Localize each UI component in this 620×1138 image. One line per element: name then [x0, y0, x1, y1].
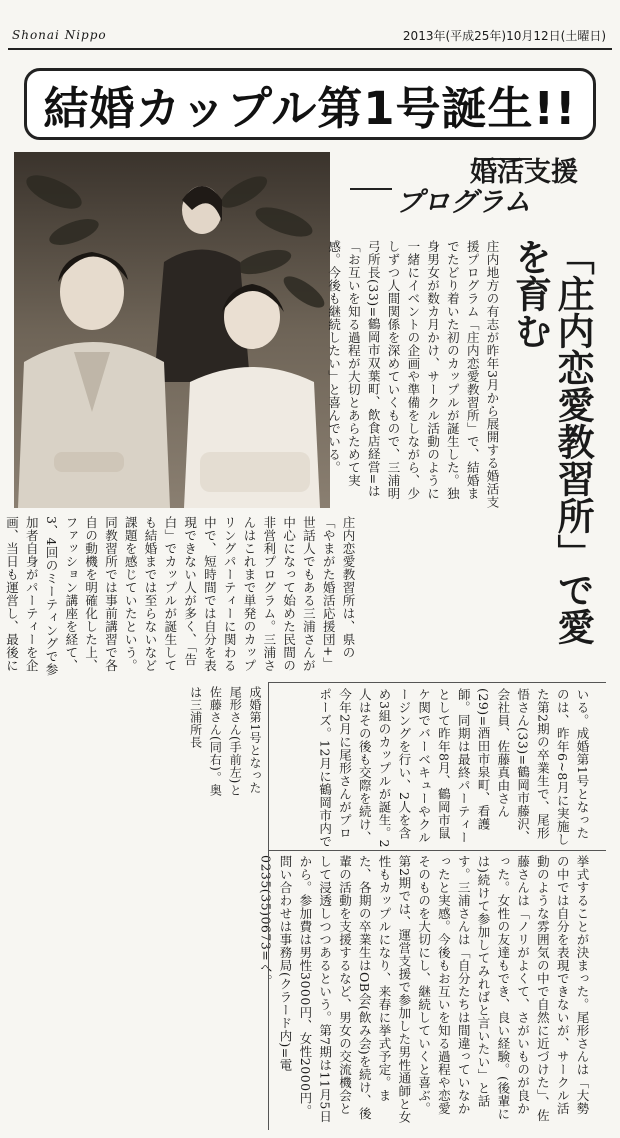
column-rule	[268, 682, 606, 683]
column-rule	[268, 682, 269, 1130]
article-text-couple: いる。成婚第1号となったのは、昨年6~8月に実施した第2期の卒業生で、尾形悟さん(33)=鶴岡市藤沢、会社員、佐藤真由さん(29)=酒田市泉町、看護師。同期は最終パーティーとして昨年8月、鶴岡市鼠ケ関でバーベキューやクルージングを行い、2人を含め3組のカップルが誕生。2人はその後も交際を続け、今年2月に尾形さんがプロポーズ。12月に鶴岡市内で	[317, 688, 590, 848]
subheading-line1: 婚活支援	[470, 157, 578, 188]
headline-box	[24, 68, 596, 140]
masthead-rule	[8, 48, 612, 50]
photo-illustration	[14, 152, 330, 508]
paper-name: Shonai Nippo	[12, 28, 107, 42]
subheading-line2: プログラム	[396, 187, 531, 218]
article-text-program-main: 庄内恋愛教習所は、県の「やまがた婚活応援団+」世話人でもある三浦さんが中心になって始めた民間の非営利プログラム。三浦さんはこれまで単発のカップリングパーティーに関わる中で、短時間では自分を表現できない人が多く、「告白」でカップルが誕生しても結婚までは至らないなど課題を感じていたという。	[123, 516, 356, 672]
article-text-program	[4, 516, 358, 678]
headline: 結婚カップル第1号誕生!!	[43, 81, 577, 135]
masthead	[0, 0, 620, 50]
subheading-rule-bottom	[350, 188, 392, 190]
article-text-program-cont: 同教習所では事前講習で各自の動機を明確化した上、ファッション講座を経て、3、4回のミーティングで参加者自身がパーティーを企画、当日も運営し、最後に	[4, 516, 119, 676]
article-text-closing: 挙式することが決まった。尾形さんは「大勢の中では自分を表現できないが、サークル活動のような雰囲気の中で自然に近づけた」、佐藤さんは「ノリがよくて、さがいものが良かった。女性の友達もでき、良い経験。(後輩には)続けて参加してみればと言いたい」と話す。三浦さんは「自分たちは間違っていなかったと実感。今後もお互いを知る過程や恋愛そのものを大切にし、継続していくと喜ぶ。第2期では、運営支援で参加した男性通師と女性もカップルになり、来春に挙式予定。また、各期の卒業生はOB会(飲み会)を続け、後輩の活動を支援するなど、男女の交流機会として浸透しつつあるという。第7期は11月5日から。参加費は男性3000円、女性2000円。問い合わせは事務局(クラード内)=電0235(35)0673=へ。	[258, 855, 590, 1124]
column-rule	[268, 850, 606, 851]
photo-caption: 成婚第1号となった尾形さん(手前左)と佐藤さん(同右)。奥は三浦所長	[188, 686, 262, 797]
article-photo	[14, 152, 330, 508]
issue-date: 2013年(平成25年)10月12日(土曜日)	[402, 29, 606, 43]
article-text-intro: 庄内地方の有志が昨年3月から展開する婚活支援プログラム「庄内恋愛教習所」で、結婚までたどり着いた初のカップルが誕生した。独身男女が数カ月かけ、サークル活動のように一緒にイベントの企画や準備をしながら、少しずつ人間関係を深めていくもので、三浦明弓所長(33)=鶴岡市双葉町、飲食店経営=は「お互いを知る過程が大切とあらためて実感。今後も継続したい」と喜んでいる。	[326, 240, 500, 509]
main-title: 「庄内恋愛教習所」で愛を育む	[508, 238, 595, 645]
